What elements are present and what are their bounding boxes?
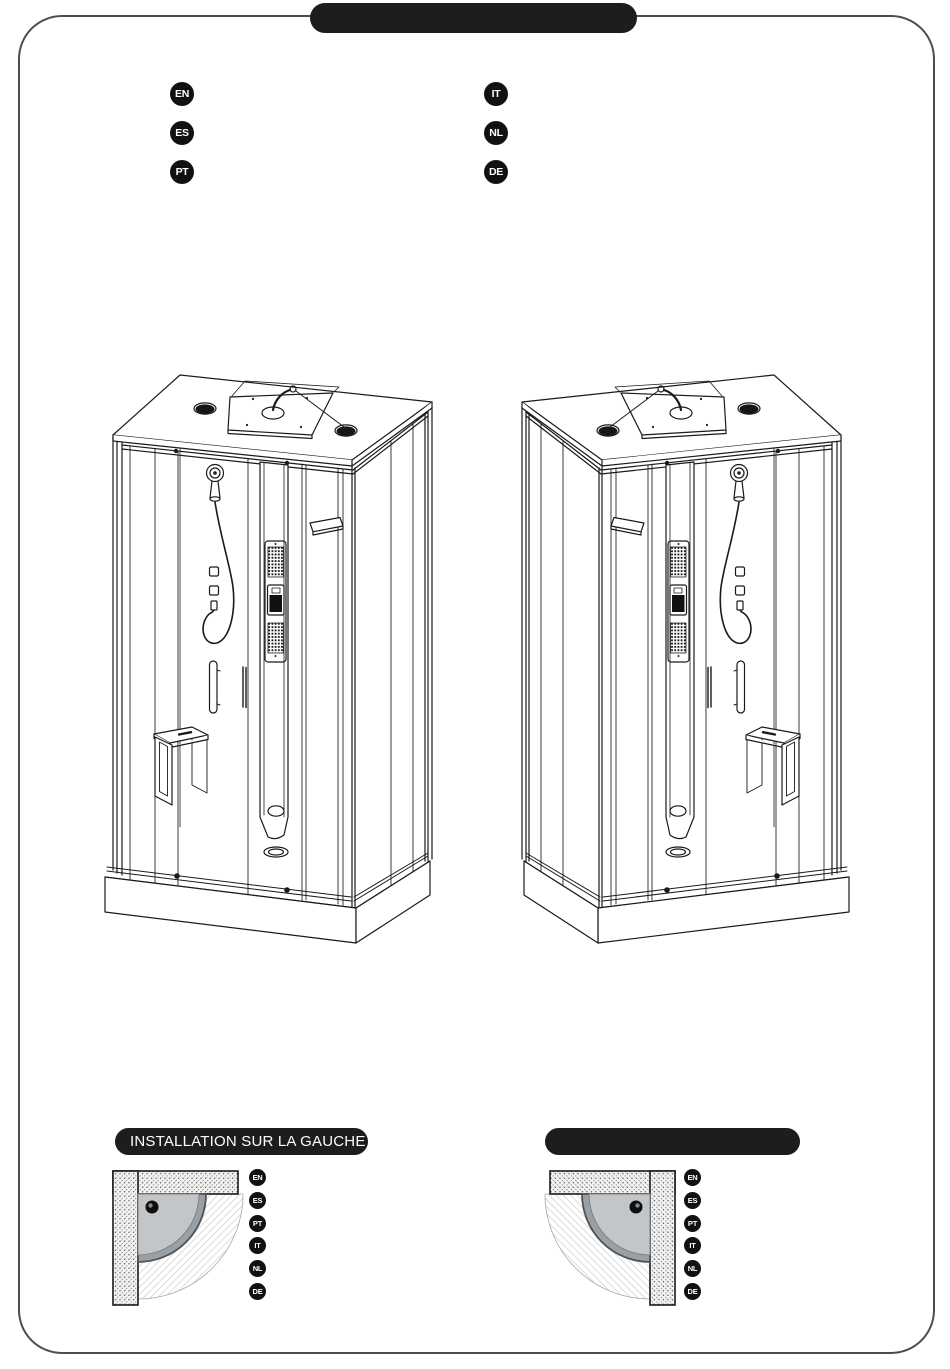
language-badge-it: IT [484,82,508,106]
language-badge-de: DE [684,1283,701,1300]
language-badge-nl: NL [484,121,508,145]
top-banner [310,3,637,33]
language-badge-en: EN [249,1169,266,1186]
language-badge-pt: PT [249,1215,266,1232]
language-badge-nl: NL [684,1260,701,1277]
language-badge-pt: PT [170,160,194,184]
floor-plan-left-installation [110,1168,245,1308]
language-badge-it: IT [684,1237,701,1254]
language-badge-en: EN [684,1169,701,1186]
language-badge-de: DE [484,160,508,184]
language-badges-left [170,82,194,184]
language-badges-right [484,82,508,184]
shower-cabin-right-illustration [479,365,859,955]
language-badge-nl: NL [249,1260,266,1277]
installation-right-banner [545,1128,800,1155]
language-badge-de: DE [249,1283,266,1300]
shower-cabin-left-illustration [95,365,475,955]
installation-left-banner: INSTALLATION SUR LA GAUCHE [115,1128,368,1155]
language-badge-es: ES [684,1192,701,1209]
language-badge-es: ES [170,121,194,145]
floor-plan-right-language-badges [684,1169,701,1300]
floor-plan-right-installation [543,1168,678,1308]
language-badge-it: IT [249,1237,266,1254]
floor-plan-left-language-badges [249,1169,266,1300]
language-badge-en: EN [170,82,194,106]
language-badge-es: ES [249,1192,266,1209]
language-badge-pt: PT [684,1215,701,1232]
